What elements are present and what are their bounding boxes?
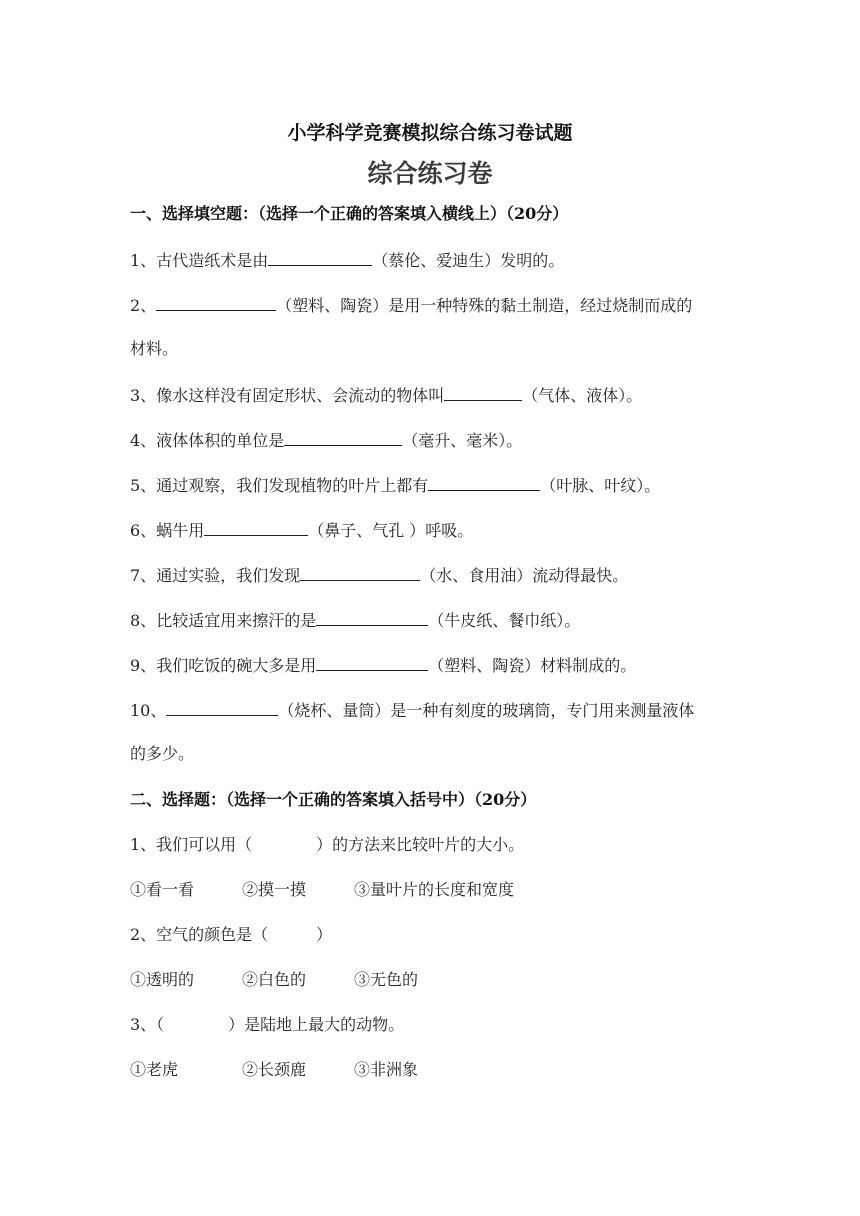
option-3[interactable]: ③无色的 [354, 970, 419, 989]
question-text: 通过实验，我们发现 [156, 566, 301, 585]
fill-question-3 [130, 382, 750, 408]
fill-question-5 [130, 472, 750, 498]
answer-blank[interactable] [204, 517, 308, 536]
answer-blank[interactable] [300, 562, 420, 581]
fill-question-10-continued: 的多少。 [130, 744, 195, 763]
option-2[interactable]: ②白色的 [242, 970, 307, 989]
answer-blank[interactable] [166, 697, 278, 716]
question-text: 通过观察，我们发现植物的叶片上都有 [156, 476, 429, 495]
question-number: 3、 [130, 386, 157, 405]
answer-blank[interactable] [316, 652, 428, 671]
question-text: 古代造纸术是由 [156, 251, 269, 270]
option-1[interactable]: ①看一看 [130, 880, 195, 899]
question-text: （毫升、毫米）。 [402, 431, 523, 450]
question-text: （鼻子、气孔 ）呼吸。 [308, 521, 474, 540]
question-number: 10、 [130, 701, 167, 720]
option-1[interactable]: ①透明的 [130, 970, 195, 989]
question-number: 4、 [130, 431, 157, 450]
answer-blank[interactable] [156, 292, 276, 311]
question-text: 液体体积的单位是 [156, 431, 285, 450]
question-number: 6、 [130, 521, 157, 540]
question-text: 比较适宜用来擦汗的是 [156, 611, 317, 630]
section2-heading: 二、选择题：（选择一个正确的答案填入括号中）（20分） [130, 790, 537, 809]
fill-question-1 [130, 247, 750, 273]
option-2[interactable]: ②摸一摸 [242, 880, 307, 899]
question-number: 2、 [130, 296, 157, 315]
choice-options-3 [130, 1058, 750, 1082]
answer-blank[interactable] [428, 472, 540, 491]
answer-blank[interactable] [268, 247, 372, 266]
question-text: （塑料、陶瓷）材料制成的。 [428, 656, 637, 675]
section1-heading: 一、选择填空题：（选择一个正确的答案填入横线上）（20分） [130, 204, 569, 223]
question-text: （塑料、陶瓷）是用一种特殊的黏土制造，经过烧制而成的 [276, 296, 693, 315]
question-text: （气体、液体）。 [522, 386, 643, 405]
question-number: 9、 [130, 656, 157, 675]
question-number: 7、 [130, 566, 157, 585]
choice-options-2 [130, 968, 750, 992]
question-number: 1、 [130, 251, 157, 270]
question-number: 5、 [130, 476, 157, 495]
fill-question-2 [130, 292, 750, 318]
fill-question-4 [130, 427, 750, 453]
question-number: 8、 [130, 611, 157, 630]
question-text: （烧杯、量筒）是一种有刻度的玻璃筒，专门用来测量液体 [278, 701, 695, 720]
choice-question-2: 2、空气的颜色是（ ） [130, 925, 333, 944]
fill-question-6 [130, 517, 750, 543]
fill-question-8 [130, 607, 750, 633]
question-text: 我们吃饭的碗大多是用 [156, 656, 317, 675]
option-1[interactable]: ①老虎 [130, 1060, 179, 1079]
option-2[interactable]: ②长颈鹿 [242, 1060, 307, 1079]
fill-question-10 [130, 697, 750, 723]
choice-question-3: 3、（ ）是陆地上最大的动物。 [130, 1015, 405, 1034]
question-text: （牛皮纸、餐巾纸）。 [428, 611, 581, 630]
answer-blank[interactable] [444, 382, 522, 401]
fill-question-7 [130, 562, 750, 588]
option-3[interactable]: ③非洲象 [354, 1060, 419, 1079]
choice-question-1: 1、我们可以用（ ）的方法来比较叶片的大小。 [130, 835, 525, 854]
answer-blank[interactable] [316, 607, 428, 626]
question-text: （蔡伦、爱迪生）发明的。 [372, 251, 565, 270]
page-title: 小学科学竞赛模拟综合练习卷试题 [287, 122, 573, 144]
question-text: （水、食用油）流动得最快。 [420, 566, 629, 585]
question-text: （叶脉、叶纹）。 [540, 476, 661, 495]
question-text: 蜗牛用 [156, 521, 205, 540]
option-3[interactable]: ③量叶片的长度和宽度 [354, 880, 515, 899]
question-text: 像水这样没有固定形状、会流动的物体叫 [156, 386, 445, 405]
fill-question-2-continued: 材料。 [130, 339, 179, 358]
fill-question-9 [130, 652, 750, 678]
choice-options-1 [130, 878, 750, 902]
page-subtitle: 综合练习卷 [367, 159, 493, 188]
answer-blank[interactable] [284, 427, 402, 446]
